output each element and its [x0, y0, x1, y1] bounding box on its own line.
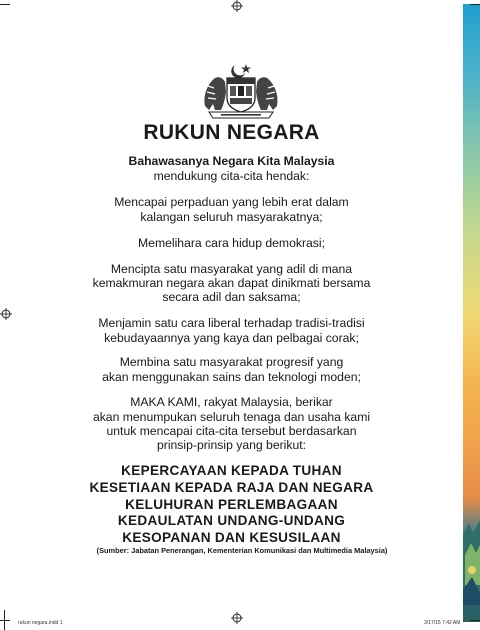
principle-line: KELUHURAN PERLEMBAGAAN	[125, 497, 338, 512]
aim-line: kebudayaannya yang kaya dan pelbagai corak;	[104, 331, 359, 345]
pledge-line: prinsip-prinsip yang berikut:	[156, 438, 307, 452]
principle-line: KESETIAAN KEPADA RAJA DAN NEGARA	[89, 480, 374, 495]
aim-line: Menjamin satu cara liberal terhadap tradisi-tradisi	[98, 316, 365, 330]
print-timestamp: 3/17/15 7:42 AM	[424, 620, 461, 626]
crop-mark	[0, 4, 10, 5]
registration-mark-icon	[231, 0, 243, 12]
crop-mark	[470, 620, 480, 621]
malaysia-coat-of-arms-icon	[199, 62, 283, 120]
registration-mark-icon	[231, 612, 243, 624]
principle-line: KEDAULATAN UNDANG-UNDANG	[117, 513, 346, 528]
aim-line: Memelihara cara hidup demokrasi;	[138, 236, 325, 250]
aim-line: secara adil dan saksama;	[162, 290, 301, 304]
decorative-strip-art	[463, 515, 480, 605]
document-title: RUKUN NEGARA	[143, 121, 320, 144]
source-citation: (Sumber: Jabatan Penerangan, Kementerian Komunikasi dan Multimedia Malaysia)	[96, 546, 388, 555]
pledge-line: untuk mencapai cita-cita tersebut berdasarkan	[106, 424, 357, 438]
intro-line: Bahawasanya Negara Kita Malaysia	[128, 154, 335, 168]
pledge-line: akan menumpukan seluruh tenaga dan usaha kami	[92, 410, 371, 424]
aim-line: Mencipta satu masyarakat yang adil di mana	[110, 262, 353, 276]
aim-line: akan menggunakan sains dan teknologi moden;	[102, 370, 361, 384]
print-file-label: rukun negara.indd 1	[18, 620, 63, 626]
aim-line: kalangan seluruh masyarakatnya;	[140, 210, 323, 224]
aim-line: Membina satu masyarakat progresif yang	[119, 355, 344, 369]
aim-line: kemakmuran negara akan dapat dinikmati bersama	[92, 276, 371, 290]
principle-line: KEPERCAYAAN KEPADA TUHAN	[121, 463, 342, 478]
crop-mark	[470, 4, 480, 5]
aim-line: Mencapai perpaduan yang lebih erat dalam	[114, 195, 349, 209]
pledge-line: MAKA KAMI, rakyat Malaysia, berikar	[130, 395, 333, 409]
crop-mark	[0, 620, 10, 621]
intro-line: mendukung cita-cita hendak:	[153, 169, 310, 183]
principle-line: KESOPANAN DAN KESUSILAAN	[122, 530, 341, 545]
